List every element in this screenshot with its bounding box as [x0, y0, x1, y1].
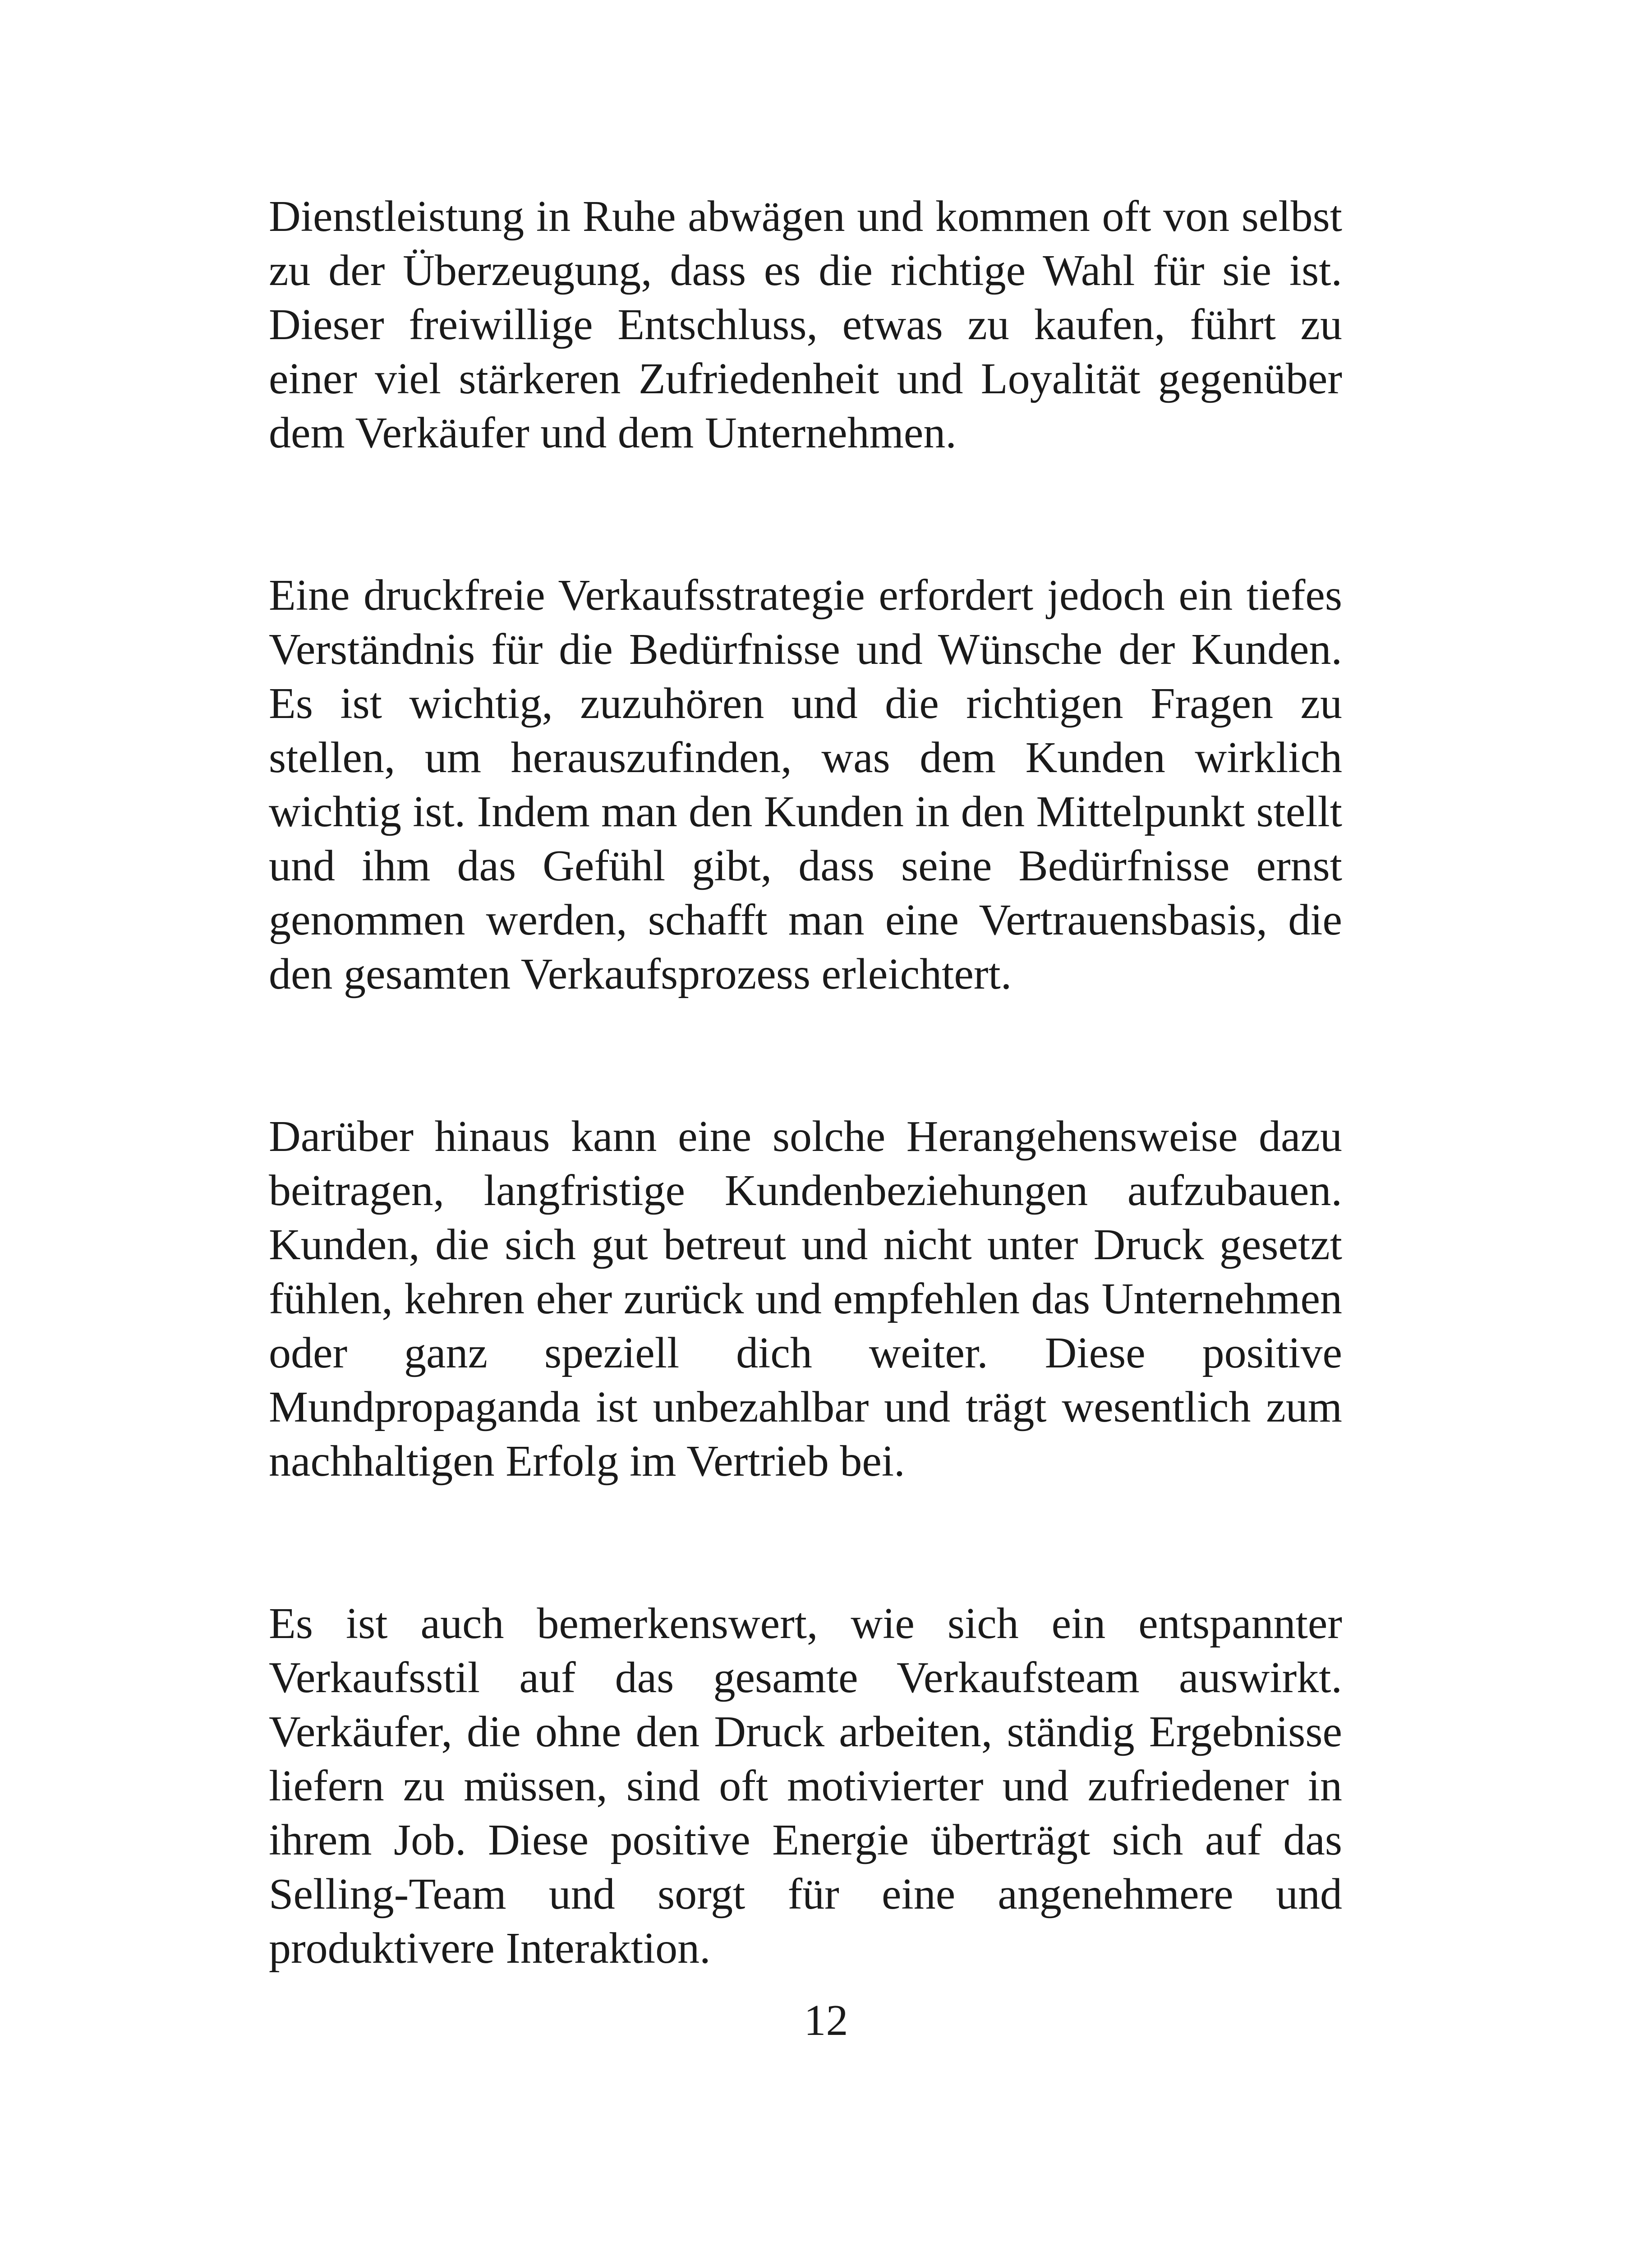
page-number: 12 [804, 1996, 848, 2045]
body-text [269, 189, 1342, 1975]
paragraph: Eine druckfreie Verkaufsstrategie erfordert jedoch ein tiefes Verständnis für die Bedürfnisse und Wünsche der Kunden. Es ist wichtig, zuzuhören und die richtigen Fragen zu stellen, um herauszufinden, was dem Kunden wirklich wichtig ist. Indem man den Kunden in den Mittelpunkt stellt und ihm das Gefühl gibt, dass seine Bedürfnisse ernst genommen werden, schafft man eine Vertrauensbasis, die den gesamten Verkaufsprozess erleichtert. [269, 571, 1342, 999]
paragraph: Es ist auch bemerkenswert, wie sich ein entspannter Verkaufsstil auf das gesamte Verkaufsteam auswirkt. Verkäufer, die ohne den Druck arbeiten, ständig Ergebnisse liefern zu müssen, sind oft motivierter und zufriedener in ihrem Job. Diese positive Energie überträgt sich auf das Selling-Team und sorgt für eine angenehmere und produktivere Interaktion. [269, 1599, 1342, 1973]
paragraph: Dienstleistung in Ruhe abwägen und kommen oft von selbst zu der Überzeugung, dass es die richtige Wahl für sie ist. Dieser freiwillige Entschluss, etwas zu kaufen, führt zu einer viel stärkeren Zufriedenheit und Loyalität gegenüber dem Verkäufer und dem Unternehmen. [269, 192, 1342, 457]
paragraph: Darüber hinaus kann eine solche Herangehensweise dazu beitragen, langfristige Kundenbeziehungen aufzubauen. Kunden, die sich gut betreut und nicht unter Druck gesetzt fühlen, kehren eher zurück und empfehlen das Unternehmen oder ganz speziell dich weiter. Diese positive Mundpropaganda ist unbezahlbar und trägt wesentlich zum nachhaltigen Erfolg im Vertrieb bei. [269, 1112, 1342, 1486]
